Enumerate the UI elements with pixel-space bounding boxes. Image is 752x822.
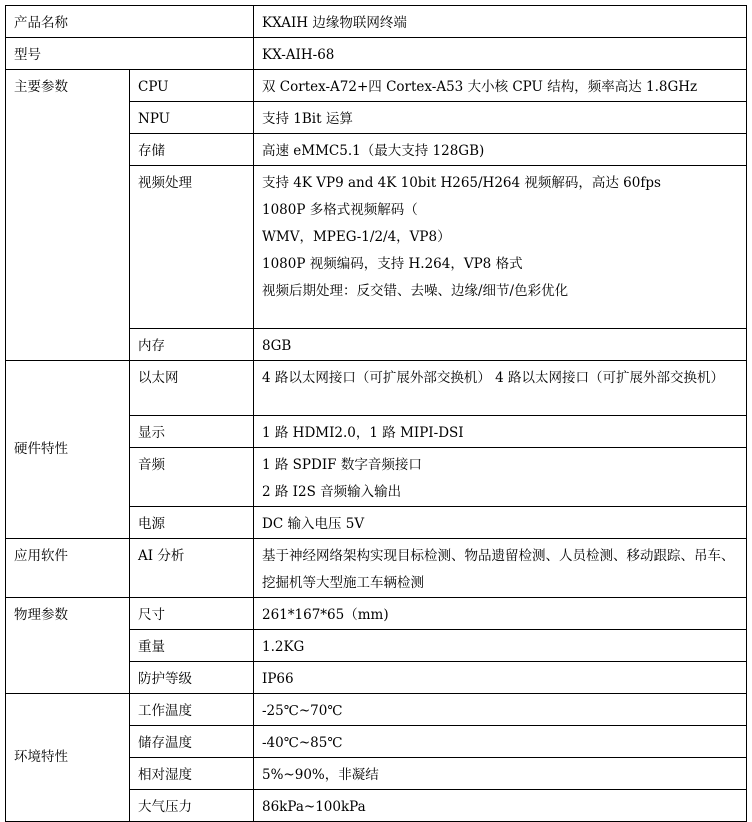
work-temp-label: 工作温度	[130, 694, 254, 726]
row-size	[6, 598, 747, 630]
spec-table	[5, 5, 747, 822]
storage-value: 高速 eMMC5.1（最大支持 128GB)	[254, 134, 747, 166]
ai-label: AI 分析	[130, 539, 254, 598]
display-label: 显示	[130, 416, 254, 448]
environment-label: 环境特性	[6, 694, 130, 822]
storage-temp-label: 储存温度	[130, 726, 254, 758]
row-work-temp	[6, 694, 747, 726]
pressure-value: 86kPa~100kPa	[254, 790, 747, 822]
row-cpu	[6, 70, 747, 102]
weight-label: 重量	[130, 630, 254, 662]
storage-temp-value: -40℃~85℃	[254, 726, 747, 758]
work-temp-value: -25℃~70℃	[254, 694, 747, 726]
power-value: DC 输入电压 5V	[254, 507, 747, 539]
video-line: 1080P 视频编码，支持 H.264，VP8 格式	[262, 256, 523, 272]
ethernet-label: 以太网	[130, 361, 254, 416]
audio-value	[254, 448, 747, 507]
row-ai	[6, 539, 747, 598]
size-label: 尺寸	[130, 598, 254, 630]
size-value: 261*167*65（mm)	[254, 598, 747, 630]
cpu-value: 双 Cortex-A72+四 Cortex-A53 大小核 CPU 结构，频率高达 1.8GHz	[254, 70, 747, 102]
audio-line: 2 路 I2S 音频输入输出	[262, 484, 402, 500]
audio-line: 1 路 SPDIF 数字音频接口	[262, 457, 422, 473]
physical-label: 物理参数	[6, 598, 130, 694]
video-label: 视频处理	[130, 166, 254, 329]
model-label: 型号	[6, 38, 254, 70]
product-name-label: 产品名称	[6, 6, 254, 38]
video-line: 视频后期处理：反交错、去噪、边缘/细节/色彩优化	[262, 283, 569, 299]
display-value: 1 路 HDMI2.0，1 路 MIPI-DSI	[254, 416, 747, 448]
model-value: KX-AIH-68	[254, 38, 747, 70]
memory-value: 8GB	[254, 329, 747, 361]
npu-value: 支持 1Bit 运算	[254, 102, 747, 134]
protection-label: 防护等级	[130, 662, 254, 694]
main-params-label: 主要参数	[6, 70, 130, 361]
ethernet-value: 4 路以太网接口（可扩展外部交换机） 4 路以太网接口（可扩展外部交换机）	[254, 361, 747, 416]
row-ethernet	[6, 361, 747, 416]
video-line: 支持 4K VP9 and 4K 10bit H265/H264 视频解码，高达 60fps	[262, 175, 661, 191]
weight-value: 1.2KG	[254, 630, 747, 662]
audio-label: 音频	[130, 448, 254, 507]
memory-label: 内存	[130, 329, 254, 361]
humidity-value: 5%~90%，非凝结	[254, 758, 747, 790]
storage-label: 存储	[130, 134, 254, 166]
power-label: 电源	[130, 507, 254, 539]
humidity-label: 相对湿度	[130, 758, 254, 790]
product-name-value: KXAIH 边缘物联网终端	[254, 6, 747, 38]
video-line: WMV，MPEG-1/2/4，VP8）	[262, 229, 451, 245]
software-label: 应用软件	[6, 539, 130, 598]
ai-value: 基于神经网络架构实现目标检测、物品遗留检测、人员检测、移动跟踪、吊车、挖掘机等大型施工车辆检测	[254, 539, 747, 598]
hardware-label: 硬件特性	[6, 361, 130, 539]
video-line: 1080P 多格式视频解码（	[262, 202, 418, 218]
protection-value: IP66	[254, 662, 747, 694]
cpu-label: CPU	[130, 70, 254, 102]
video-value	[254, 166, 747, 329]
row-model	[6, 38, 747, 70]
row-product	[6, 6, 747, 38]
pressure-label: 大气压力	[130, 790, 254, 822]
npu-label: NPU	[130, 102, 254, 134]
